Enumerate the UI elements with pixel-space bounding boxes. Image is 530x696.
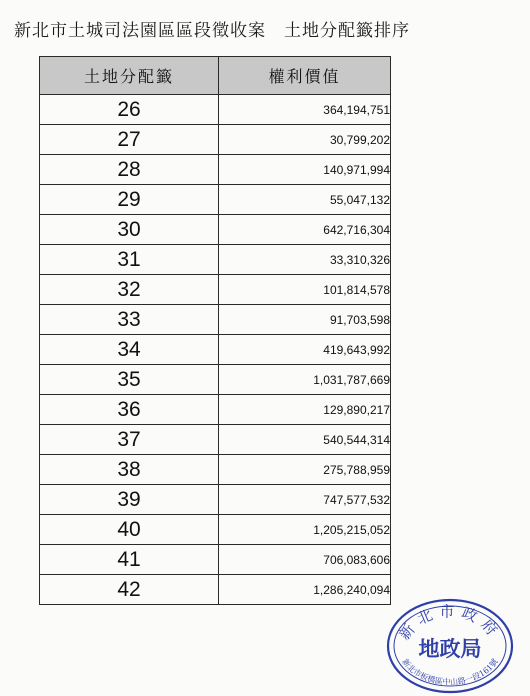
rights-value: 275,788,959 [219, 455, 391, 485]
header-value: 權利價值 [219, 57, 391, 95]
header-lot: 土地分配籤 [40, 57, 219, 95]
stamp-center-text: 地政局 [418, 636, 482, 661]
table-row [40, 185, 391, 215]
lot-number: 35 [40, 365, 219, 395]
rights-value: 1,286,240,094 [219, 575, 391, 605]
rights-value: 540,544,314 [219, 425, 391, 455]
document-title: 新北市土城司法園區區段徵收案 土地分配籤排序 [14, 21, 410, 41]
table-row [40, 455, 391, 485]
lot-number: 38 [40, 455, 219, 485]
lot-number: 40 [40, 515, 219, 545]
rights-value: 1,031,787,669 [219, 365, 391, 395]
rights-value: 91,703,598 [219, 305, 391, 335]
lot-number: 37 [40, 425, 219, 455]
stamp-bottom-text: 新北市板橋區中山路一段161號 [400, 657, 500, 687]
rights-value: 364,194,751 [219, 95, 391, 125]
rights-value: 1,205,215,052 [219, 515, 391, 545]
lot-number: 36 [40, 395, 219, 425]
lot-number: 29 [40, 185, 219, 215]
rights-value: 642,716,304 [219, 215, 391, 245]
table-row [40, 365, 391, 395]
svg-text:新北市板橋區中山路一段161號 [400, 657, 500, 687]
allocation-table [39, 56, 391, 605]
table-row [40, 395, 391, 425]
lot-number: 27 [40, 125, 219, 155]
stamp-top-text: 新北市政府 [395, 602, 505, 644]
table-row [40, 305, 391, 335]
table-row [40, 125, 391, 155]
rights-value: 706,083,606 [219, 545, 391, 575]
lot-number: 42 [40, 575, 219, 605]
table-row [40, 575, 391, 605]
lot-number: 31 [40, 245, 219, 275]
lot-number: 32 [40, 275, 219, 305]
rights-value: 419,643,992 [219, 335, 391, 365]
table-row [40, 95, 391, 125]
lot-number: 30 [40, 215, 219, 245]
table-row [40, 425, 391, 455]
official-seal-stamp [383, 590, 517, 694]
lot-number: 28 [40, 155, 219, 185]
rights-value: 55,047,132 [219, 185, 391, 215]
rights-value: 30,799,202 [219, 125, 391, 155]
lot-number: 34 [40, 335, 219, 365]
rights-value: 129,890,217 [219, 395, 391, 425]
lot-number: 26 [40, 95, 219, 125]
lot-number: 39 [40, 485, 219, 515]
rights-value: 33,310,326 [219, 245, 391, 275]
table-header-row [40, 57, 391, 95]
rights-value: 747,577,532 [219, 485, 391, 515]
table-row [40, 515, 391, 545]
table-row [40, 335, 391, 365]
table-row [40, 245, 391, 275]
table-row [40, 275, 391, 305]
lot-number: 33 [40, 305, 219, 335]
table-row [40, 485, 391, 515]
rights-value: 140,971,994 [219, 155, 391, 185]
table-row [40, 155, 391, 185]
table-row [40, 215, 391, 245]
lot-number: 41 [40, 545, 219, 575]
rights-value: 101,814,578 [219, 275, 391, 305]
table-row [40, 545, 391, 575]
